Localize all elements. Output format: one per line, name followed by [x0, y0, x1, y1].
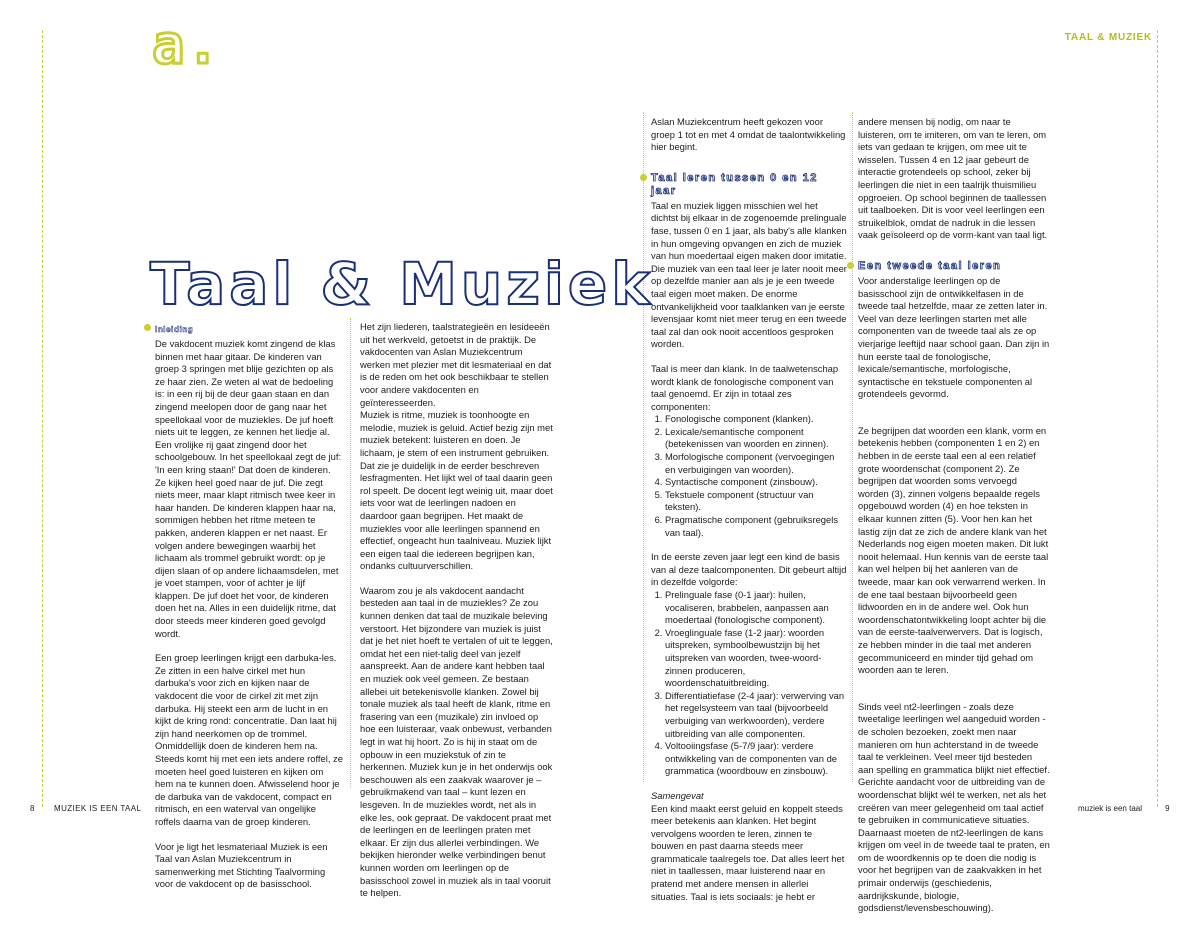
bullet-dot — [144, 324, 151, 331]
paragraph: Ze begrijpen dat woorden een klank, vorm en betekenis hebben (componenten 1 en 2) en hebben in de eerste taal een al een relatief grote woordenschat (component 2). Ze begrijpen dat woorden soms vervoegd worden (3), zinnen volgens bepaalde regels opgebouwd worden (4) en hoe teksten in elkaar kunnen zitten (5). Voor hen kan het lastig zijn dat ze zich de andere klank van het Nederlands nog eigen moeten maken. Dit lukt nooit helemaal. Hun kennis van de eerste taal kan wel helpen bij het aanleren van de tweede, maar kan ook verwarrend werken. In de ene taal bestaan bijvoorbeeld geen lidwoorden en in de andere wel. Ook hun woordenschatontwikkeling loopt achter bij die van de eerste-taalverwervers. Dat is logisch, ze hebben minder in die taal met anderen gecommuniceerd en minder tijd gehad om woorden aan te leren. — [858, 424, 1049, 676]
section-heading — [651, 172, 847, 198]
left-page-margin-line — [42, 30, 43, 807]
section-label: TAAL & MUZIEK — [1064, 32, 1152, 43]
list-item: 3. Differentiatiefase (2-4 jaar): verwerving van het regelsysteem van taal (bijvoorbeeld verbuiging van werkwoorden), verdere uitbreiding van alle componenten. — [665, 690, 847, 740]
page-number-left: 8 — [30, 804, 35, 813]
list-item: 1. Prelinguale fase (0-1 jaar): huilen, vocaliseren, brabbelen, aanpassen aan moedertaal (fonologische component). — [665, 589, 847, 627]
column-divider — [643, 112, 644, 782]
bullet-dot — [847, 262, 854, 269]
column-1 — [155, 323, 343, 903]
column-divider — [350, 318, 351, 788]
section-heading-text: Een tweede taal leren — [858, 259, 1002, 272]
section-heading-text: Taal leren tussen 0 en 12 jaar — [651, 171, 818, 197]
running-footer-left: MUZIEK IS EEN TAAL — [54, 804, 142, 813]
section-heading — [858, 260, 1050, 273]
paragraph: Voor anderstalige leerlingen op de basisschool zijn de ontwikkelfasen in de tweede taal hetzelfde, maar ze zetten later in. Veel van deze leerlingen starten met alle componenten van de tweede taal als ze op vierjarige leeftijd naar school gaan. Dan zijn in hun eerste taal de fonologische, lexicale/semantische, morfologische, syntactische en tekstuele componenten al grotendeels gevormd. — [858, 274, 1050, 400]
list-item: 2. Lexicale/semantische component (betekenissen van woorden en zinnen). — [665, 426, 847, 451]
paragraph: Voor je ligt het lesmateriaal Muziek is een Taal van Aslan Muziekcentrum in samenwerking met Stichting Taalvorming voor de vakdocent op de basisschool. — [155, 840, 328, 890]
paragraph: Taal is meer dan klank. In de taalwetenschap wordt klank de fonologische component van taal genoemd. Er zijn in totaal zes componenten: — [651, 362, 839, 412]
paragraph: andere mensen bij nodig, om naar te luisteren, om te imiteren, om van te leren, om iets van gedaan te krijgen, om mee uit te wisselen. Tussen 4 en 12 jaar gebeurt de interactie grotendeels op school, zeker bij leerlingen die niet in een taalrijk thuismilieu opgroeien. Op school beginnen de taallessen uit taalboeken. Dit is voor veel leerlingen een struikelblok, omdat de nadruk in die lessen vaak geïsoleerd op de vorm-kant van taal ligt. — [858, 116, 1048, 241]
summary-label — [651, 790, 847, 803]
column-3 — [651, 116, 847, 915]
paragraph: Waarom zou je als vakdocent aandacht besteden aan taal in de muziekles? Ze zou kunnen denken dat taal de muzikale beleving verstoort. Het bijzondere van muziek is juist dat je het niet hoeft te vertalen of uit te leggen, omdat het een niet-talig deel van jezelf aanspreekt. Aan de andere kant hebben taal en muziek ook veel gemeen. Ze bestaan allebei uit betekenisvolle klanken. Zowel bij tonale muziek als taal heeft de klank, ritme en frasering van een (muzikale) zin invloed op hoe een luisteraar, vaak onbewust, verbanden legt in wat hij hoort. Zo is hij in staat om de opbouw in een muziekstuk of zin te herkennen. Muziek kun je in het onderwijs ook beschouwen als een zaakvak waarover je – gebruikmakend van taal – kunt lezen en lesgeven. In de muziekles wordt, net als in elke les, ook gepraat. De vakdocent praat met de leerlingen en de leerlingen praten met elkaar. Er zijn dus allerlei verbindingen. We bekijken hieronder welke verbindingen benut kunnen worden om leerlingen op de basisschool zowel in muziek als in taal vooruit te helpen. — [360, 584, 553, 899]
paragraph: Het zijn liederen, taalstrategieën en lesideeën uit het werkveld, getoetst in de praktijk. De vakdocenten van Aslan Muziekcentrum werken met plezier met dit lesmateriaal en dat is de reden om het ook beschikbaar te stellen voor andere vakdocenten en geïnteresseerden. — [360, 321, 552, 408]
column-4 — [858, 116, 1050, 927]
paragraph: Taal en muziek liggen misschien wel het dichtst bij elkaar in de zogenoemde prelinguale fase, tussen 0 en 1 jaar, als baby's alle klanken in hun omgeving opvangen en zich de muziek van hun moedertaal eigen maken door imitatie. Die muziek van een taal leer je later nooit meer op dezelfde manier aan als je je een tweede taal eigen moet maken. De enorme ontvankelijkheid voor taalklanken van je eerste levensjaar komt niet meer terug en een tweede taal zal dan ook nooit accentloos gesproken worden. — [651, 199, 847, 350]
list-item: 1. Fonologische component (klanken). — [665, 413, 847, 426]
intro-heading — [155, 323, 343, 336]
list-item: 5. Tekstuele component (structuur van teksten). — [665, 489, 847, 514]
main-title: Taal & Muziek — [150, 250, 654, 318]
column-2 — [360, 321, 554, 912]
paragraph: In de eerste zeven jaar legt een kind de basis van al deze taalcomponenten. Dit gebeurt altijd in dezelfde volgorde: — [651, 551, 847, 588]
bullet-dot — [640, 174, 647, 181]
paragraph: Een groep leerlingen krijgt een darbuka-les. Ze zitten in een halve cirkel met hun darbuka's voor zich en kijken naar de vakdocent die voor de cirkel zit met zijn darbuka. Hij steekt een arm de lucht in en kijkt de kring rond: concentratie. Dan laat hij zijn hand neerkomen op de trommel. Onmiddellijk doen de kinderen hem na. Steeds komt hij met een iets andere roffel, ze moeten heel goed luisteren en kijken om hem na te kunnen doen. Afwisselend hoor je de darbuka van de vakdocent, compact en ritmisch, en een waterval van ongelijke roffels daarna van de groep kinderen. — [155, 652, 343, 827]
page-number-right: 9 — [1165, 804, 1170, 813]
phase-list — [651, 589, 847, 778]
paragraph: Een kind maakt eerst geluid en koppelt steeds meer betekenis aan klanken. Het begint vervolgens woorden te leren, zinnen te bouwen en past daarna steeds meer grammaticale taalregels toe. Dat alles leert het niet in taallessen, maar luisterend naar en pratend met andere mensen in allerlei situaties. Taal is iets sociaals: je hebt er — [651, 802, 845, 902]
paragraph: Muziek is ritme, muziek is toonhoogte en melodie, muziek is geluid. Actief bezig zijn met muziek betekent: luisteren en doen. Je lichaam, je stem of een instrument gebruiken. Dat zie je duidelijk in de eerder beschreven lesfragmenten. Het lijkt wel of taal daarin geen rol speelt. De docent legt weinig uit, maar doet iets voor wat de leerlingen nadoen en daardoor gaan begrijpen. Het maakt de muziekles voor alle leerlingen spannend en effectief, ongeacht hun taalniveau. Muziek lijkt een eigen taal die iedereen begrijpen kan, ondanks cultuurverschillen. — [360, 409, 553, 572]
list-item: 3. Morfologische component (vervoegingen en verbuigingen van woorden). — [665, 451, 847, 476]
paragraph: Sinds veel nt2-leerlingen - zoals deze tweetalige leerlingen wel aangeduid worden - de scholen bezoeken, zoekt men naar manieren om hun achterstand in de tweede taal te verkleinen. Veel meer tijd besteden aan spelling en grammatica blijkt niet effectief. Gerichte aandacht voor de uitbreiding van de woordenschat blijkt wél te werken, net als het creëren van meer gelegenheid om taal actief te gebruiken in communicatieve situaties. Daarnaast moeten de nt2-leerlingen de kans krijgen om veel in de tweede taal te praten, en om de woordkennis op te doen die nodig is voor het begrijpen van de zaakvakken in het primair onderwijs (geschiedenis, aardrijkskunde, biologie, godsdienst/levensbeschouwing). — [858, 700, 1050, 914]
list-item: 4. Voltooiingsfase (5-7/9 jaar): verdere ontwikkeling van de componenten van de grammatica (woordbouw en zinsbouw). — [665, 740, 847, 778]
paragraph: Aslan Muziekcentrum heeft gekozen voor groep 1 tot en met 4 omdat de taalontwikkeling hier begint. — [651, 116, 846, 153]
component-list — [651, 413, 847, 539]
right-page-margin-line — [1157, 30, 1158, 807]
list-item: 4. Syntactische component (zinsbouw). — [665, 476, 847, 489]
running-footer-right: muziek is een taal — [1077, 804, 1142, 813]
intro-heading-text: Inleiding — [155, 325, 194, 334]
paragraph: De vakdocent muziek komt zingend de klas binnen met haar gitaar. De kinderen van groep 3 springen met blije gezichten op als ze haar zien. Ze weten al wat de bedoeling is: in een rij bij de deur gaan staan en dan zingend meelopen door de gang naar het speellokaal voor de muziekles. De juf hoeft niets uit te leggen, ze kennen het liedje al. Een vrolijke rij gaat zingend door het schoolgebouw. In het speellokaal zegt de juf: 'In een kring staan!' Dat doen de kinderen. Ze kijken heel goed naar de juf. Die zegt niets meer, maar klapt ritmisch twee keer in haar handen. De kinderen klappen haar na, sommigen hebben het ritme meteen te pakken, anderen klappen er net naast. Er volgen andere bewegingen waarbij het lichaam als trommel gebruikt wordt: op je dijen slaan of op andere lichaamsdelen, met je voet stampen, voor of achter je lijf klappen. De juf doet het voor, de kinderen doen het na. Alles in een duidelijk ritme, dat door steeds meer kinderen goed gevolgd wordt. — [155, 338, 342, 639]
list-item: 6. Pragmatische component (gebruiksregels van taal). — [665, 514, 847, 539]
column-divider — [852, 112, 853, 782]
chapter-letter: a. — [152, 13, 222, 76]
summary-label-text: Samengevat — [651, 789, 704, 801]
list-item: 2. Vroeglinguale fase (1-2 jaar): woorden uitspreken, symboolbewustzijn bij het uitspreken van woorden, twee-woord-zinnen produceren, woordenschatuitbreiding. — [665, 627, 847, 690]
